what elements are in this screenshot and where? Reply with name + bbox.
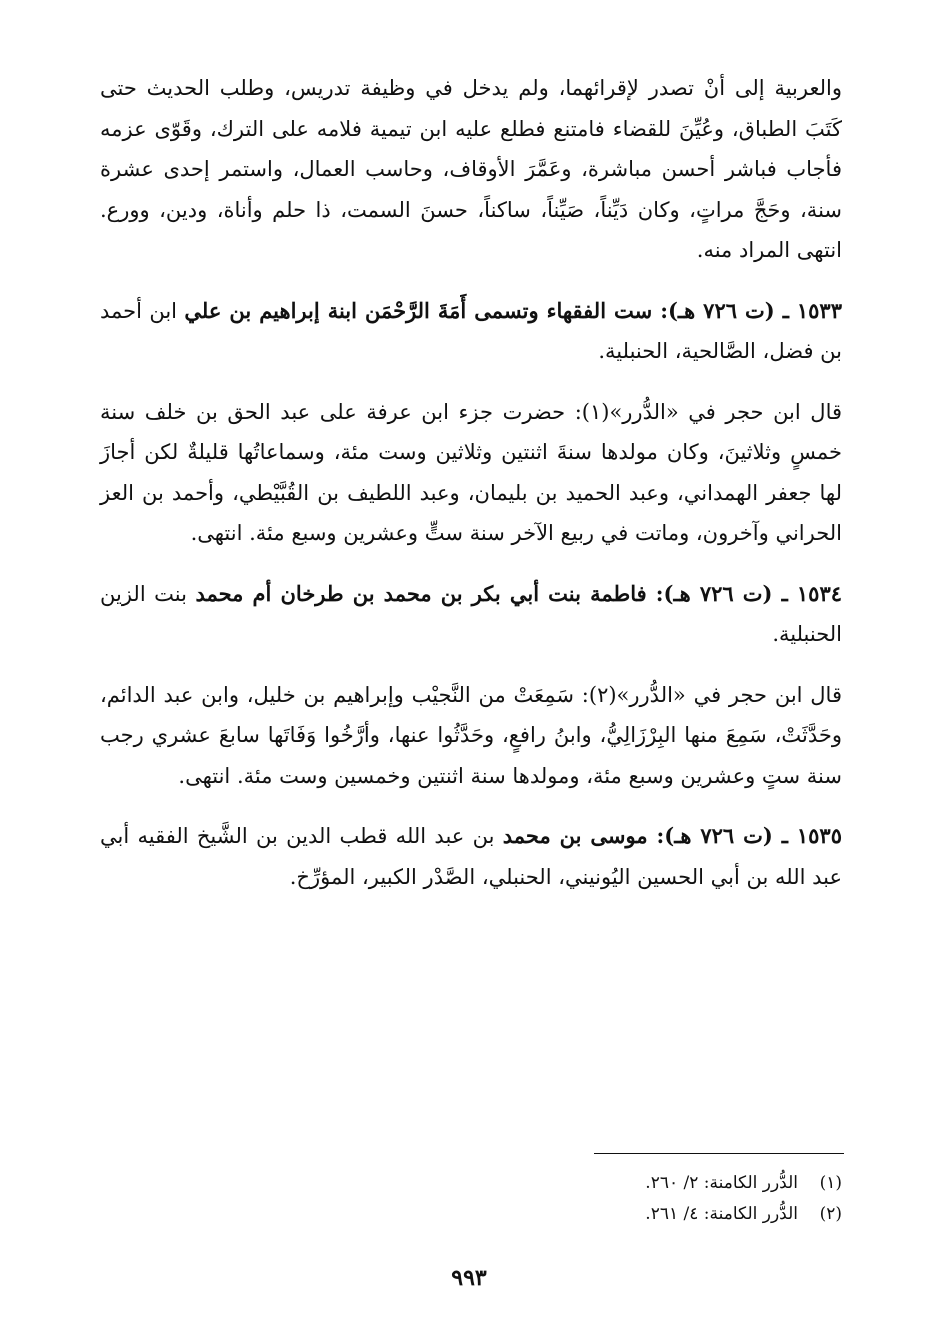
entry-1535	[100, 816, 842, 897]
footnote-2-text: الدُّرر الكامنة: ٤/ ٢٦١.	[645, 1204, 798, 1224]
footnote-1	[560, 1168, 842, 1199]
entry-1535-heading: ١٥٣٥ ـ (ت ٧٢٦ هـ): موسى بن محمد	[502, 823, 842, 848]
paragraph-continuation: والعربية إلى أنْ تصدر لإقرائهما، ولم يدخل في وظيفة تدريس، وطلب الحديث حتى كَتَبَ الطباق، وعُيِّنَ للقضاء فامتنع فطلع عليه ابن تيمية فلامه على الترك، وقَوّى عزمه فأجاب فباشر أحسن مباشرة، وعَمَّرَ الأوقاف، وحاسب العمال، واستمر إحدى عشرة سنة، وحَجَّ مراتٍ، وكان دَيِّناً، صَيِّناً، ساكناً، حسنَ السمت، ذا حلم وأناة، ودين، وورع. انتهى المراد منه.	[100, 76, 842, 262]
footnotes	[560, 1168, 842, 1230]
entry-1533-heading: ١٥٣٣ ـ (ت ٧٢٦ هـ): ست الفقهاء وتسمى أَمَةَ الرَّحْمَن ابنة إبراهيم بن علي	[184, 297, 842, 323]
footnote-1-number: (١)	[819, 1173, 842, 1193]
footnote-divider	[594, 1153, 844, 1154]
page-body	[100, 68, 842, 897]
page-number: ٩٩٣	[451, 1265, 487, 1291]
entry-1533	[100, 291, 842, 372]
footnote-2	[560, 1199, 842, 1230]
paragraph-quote-2: قال ابن حجر في «الدُّرر»(٢): سَمِعَتْ من النَّجيْب وإبراهيم بن خليل، وابن عبد الدائم، وحَدَّثَتْ، سَمِعَ منها البِرْزَالِيُّ، وابنُ رافعٍ، وحَدَّثُوا عنها، وأرَّخُوا وَفَاتَها سابعَ عشري رجب سنة ستٍ وعشرين وسبع مئة، ومولدها سنة اثنتين وخمسين وست مئة. انتهى.	[100, 682, 842, 788]
footnote-1-text: الدُّرر الكامنة: ٢/ ٢٦٠.	[645, 1173, 798, 1193]
entry-1533-text: ابن أحمد بن فضل، الصَّالحية، الحنبلية.	[100, 298, 842, 363]
entry-1535-text: بن عبد الله قطب الدين بن الشَّيخ الفقيه أبي عبد الله بن أبي الحسين اليُونيني، الحنبلي، الصَّدْر الكبير، المؤرِّخ.	[100, 824, 842, 889]
entry-1534-text: بنت الزين الحنبلية.	[100, 581, 842, 646]
footnote-2-number: (٢)	[819, 1204, 842, 1224]
paragraph-quote-1: قال ابن حجر في «الدُّرر»(١): حضرت جزء ابن عرفة على عبد الحق بن خلف سنة خمسٍ وثلاثينَ، وكان مولدها سنةَ اثنتين وثلاثين وست مئة، وسماعاتُها قليلةٌ لكن أجازَ لها جعفر الهمداني، وعبد الحميد بن بليمان، وعبد اللطيف بن القُبَّيْطي، وأحمد بن العز الحراني وآخرون، وماتت في ربيع الآخر سنة ستٍّ وعشرين وسبع مئة. انتهى.	[100, 399, 843, 545]
entry-1534-heading: ١٥٣٤ ـ (ت ٧٢٦ هـ): فاطمة بنت أبي بكر بن محمد بن طرخان أم محمد	[195, 580, 843, 606]
entry-1534	[100, 574, 842, 655]
